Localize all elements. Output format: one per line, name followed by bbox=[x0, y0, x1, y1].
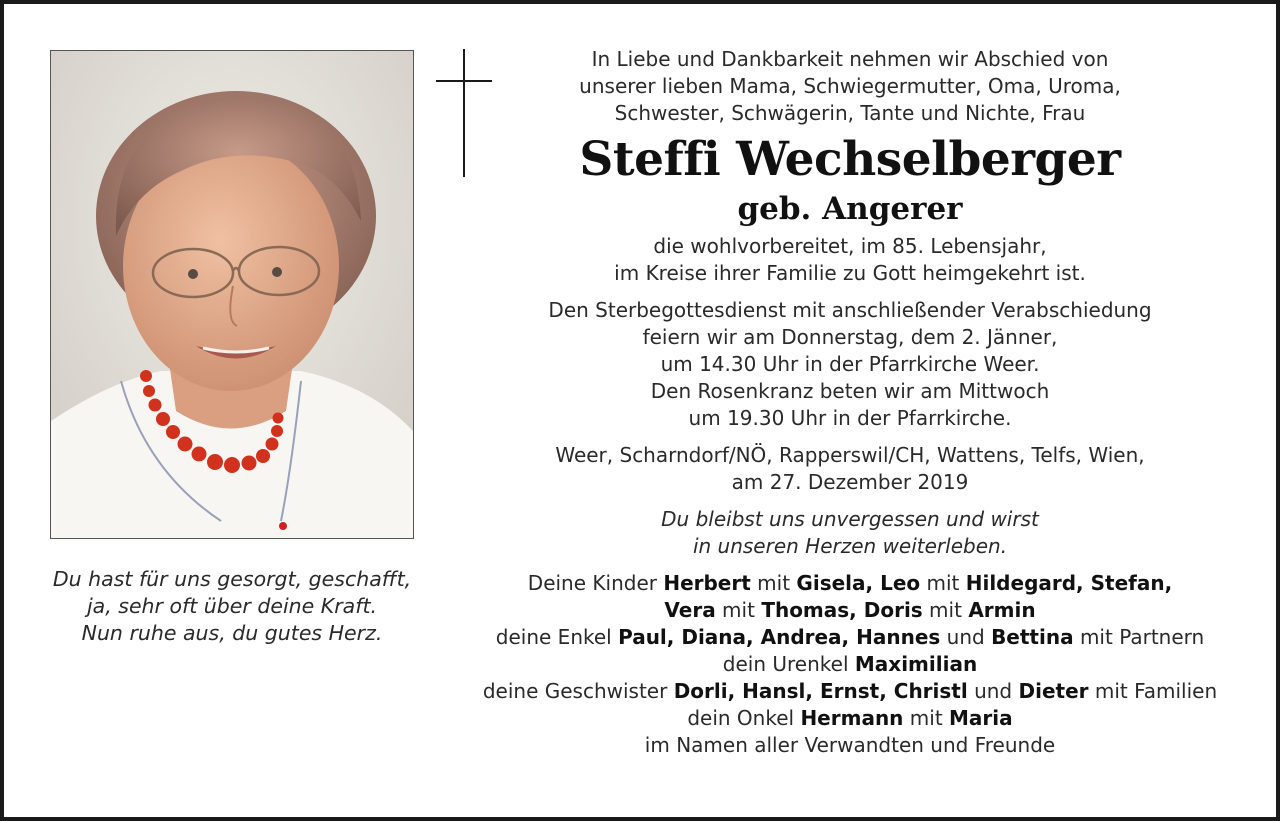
mourners-line bbox=[444, 705, 1256, 732]
mourners-line bbox=[444, 624, 1256, 651]
mourner-name: Dieter bbox=[1018, 679, 1089, 703]
passing-line: die wohlvorbereitet, im 85. Lebensjahr, bbox=[653, 234, 1047, 258]
service-line: feiern wir am Donnerstag, dem 2. Jänner, bbox=[642, 325, 1058, 349]
mourner-text: mit Partnern bbox=[1073, 625, 1205, 649]
mourner-name: Paul, Diana, Andrea, Hannes bbox=[618, 625, 941, 649]
memory-line: in unseren Herzen weiterleben. bbox=[692, 534, 1008, 558]
mourner-text: dein Urenkel bbox=[722, 652, 855, 676]
mourner-name: Gisela, Leo bbox=[796, 571, 921, 595]
obituary-text bbox=[444, 46, 1256, 759]
mourner-text: dein Onkel bbox=[687, 706, 801, 730]
mourners-line bbox=[444, 570, 1256, 597]
mourner-text: mit bbox=[715, 598, 762, 622]
service-line: Den Sterbegottesdienst mit anschließender Verabschiedung bbox=[548, 298, 1152, 322]
memory-line: Du bleibst uns unvergessen und wirst bbox=[661, 507, 1039, 531]
mourner-text: Deine Kinder bbox=[527, 571, 664, 595]
mourner-name: Herbert bbox=[663, 571, 751, 595]
service-line: um 14.30 Uhr in der Pfarrkirche Weer. bbox=[660, 352, 1040, 376]
intro-line: Schwester, Schwägerin, Tante und Nichte, Frau bbox=[614, 101, 1086, 125]
deceased-name: Steffi Wechselberger bbox=[579, 132, 1121, 187]
mourner-text: und bbox=[940, 625, 992, 649]
mourners-line bbox=[444, 597, 1256, 624]
portrait-illustration bbox=[51, 51, 413, 538]
maiden-name: geb. Angerer bbox=[737, 191, 963, 227]
mourner-name: Hermann bbox=[800, 706, 904, 730]
mourners-closing: im Namen aller Verwandten und Freunde bbox=[644, 733, 1056, 757]
memorial-quote bbox=[34, 566, 430, 647]
mourner-name: Armin bbox=[968, 598, 1036, 622]
mourner-name: Maximilian bbox=[854, 652, 978, 676]
mourner-name: Bettina bbox=[991, 625, 1074, 649]
mourner-text: mit bbox=[920, 571, 966, 595]
quote-line: Nun ruhe aus, du gutes Herz. bbox=[81, 621, 383, 645]
mourner-name: Vera bbox=[664, 598, 716, 622]
place-date-line: Weer, Scharndorf/NÖ, Rapperswil/CH, Wattens, Telfs, Wien, bbox=[555, 443, 1145, 467]
mourner-text: deine Geschwister bbox=[482, 679, 674, 703]
quote-line: Du hast für uns gesorgt, geschafft, bbox=[52, 567, 412, 591]
mourner-text: mit Familien bbox=[1088, 679, 1218, 703]
mourners-line bbox=[444, 651, 1256, 678]
mourner-text: mit bbox=[750, 571, 797, 595]
portrait-photo bbox=[50, 50, 414, 539]
intro-line: In Liebe und Dankbarkeit nehmen wir Abschied von bbox=[591, 47, 1109, 71]
mourner-text: mit bbox=[922, 598, 969, 622]
service-line: um 19.30 Uhr in der Pfarrkirche. bbox=[688, 406, 1012, 430]
mourner-text: mit bbox=[903, 706, 950, 730]
quote-line: ja, sehr oft über deine Kraft. bbox=[86, 594, 378, 618]
passing-line: im Kreise ihrer Familie zu Gott heimgekehrt ist. bbox=[614, 261, 1086, 285]
mourner-text: und bbox=[967, 679, 1019, 703]
mourner-text: deine Enkel bbox=[495, 625, 619, 649]
mourner-name: Hildegard, Stefan, bbox=[965, 571, 1173, 595]
mourners-line bbox=[444, 678, 1256, 705]
service-line: Den Rosenkranz beten wir am Mittwoch bbox=[650, 379, 1050, 403]
mourner-name: Thomas, Doris bbox=[761, 598, 923, 622]
place-date-line: am 27. Dezember 2019 bbox=[731, 470, 969, 494]
intro-line: unserer lieben Mama, Schwiegermutter, Oma, Uroma, bbox=[579, 74, 1121, 98]
mourner-name: Dorli, Hansl, Ernst, Christl bbox=[673, 679, 968, 703]
mourner-name: Maria bbox=[949, 706, 1013, 730]
